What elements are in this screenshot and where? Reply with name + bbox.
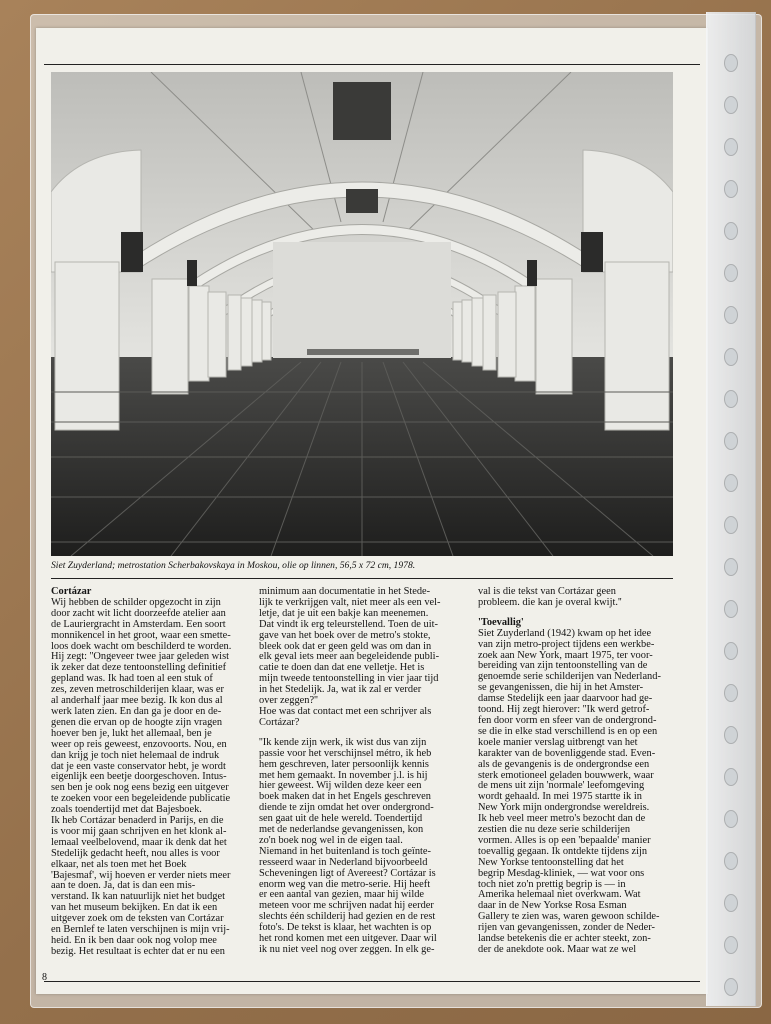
text-line: met hem gemaakt. In november j.l. is hij	[259, 769, 428, 781]
text-line: New York mijn ondergrondse wereldreis.	[478, 802, 650, 814]
text-line: van het museum bekijken. En dat ik een	[51, 902, 218, 914]
text-line: ik zeker dat deze tentoonstelling definitief	[51, 662, 227, 674]
text-column-1	[51, 587, 247, 958]
text-line: diende te zijn omdat het over ondergrond-	[259, 802, 434, 814]
text-line: zestien die nu deze serie schilderijen	[478, 824, 631, 836]
binder-hole	[724, 726, 738, 744]
text-line: New Yorkse tentoonstelling dat het	[478, 856, 624, 868]
binder-hole	[724, 306, 738, 324]
text-line: en Bernlef te laten verschijnen is mijn vrij-	[51, 924, 230, 936]
binder-hole-strip	[706, 12, 756, 1006]
text-line: enorm weg van die metro-serie. Hij heeft	[259, 878, 431, 890]
text-line: daar in de New Yorkse Rosa Esman	[478, 900, 627, 912]
text-line: met de nederlandse gevangenissen, kon	[259, 824, 424, 836]
text-line: de mens uit zijn 'normale' leefomgeving	[478, 780, 645, 792]
text-line: koele manier verslag uitbrengt van het	[478, 736, 638, 748]
top-rule	[44, 64, 700, 65]
text-line: zes, zeven metroschilderijen klaar, was er	[51, 684, 224, 696]
text-line: sen gaat uit de hele wereld. Toendertijd	[259, 813, 423, 825]
text-line: aan te doen. Ja, dat is dan een mis-	[51, 880, 196, 892]
text-line: zoals toendertijd met dat Bajesboek.	[51, 804, 202, 816]
text-line: Wij hebben de schilder opgezocht in zijn	[51, 596, 221, 608]
binder-hole	[724, 390, 738, 408]
text-line: toch niet zo'n prettig begrip is — in	[478, 878, 626, 890]
text-line: werk laten zien. En dan ga je door en de-	[51, 705, 222, 717]
text-line: loos doek wacht om beschilderd te worden.	[51, 640, 232, 652]
text-line: ''Ik kende zijn werk, ik wist dus van zijn	[259, 736, 427, 748]
text-line: zo'n boek nog wel in de eigen taal.	[259, 834, 403, 846]
text-line: rijen van gevangenissen, zonder de Neder-	[478, 922, 655, 934]
binder-hole	[724, 264, 738, 282]
text-line: passie voor het verschijnsel métro, ik heb	[259, 747, 432, 759]
text-line: zoek aan New York, maart 1975, ter voor-	[478, 649, 653, 661]
binder-hole	[724, 138, 738, 156]
binder-hole	[724, 558, 738, 576]
text-line: genoemde serie schilderijen van Nederland-	[478, 671, 661, 683]
photo-caption: Siet Zuyderland; metrostation Scherbakovskaya in Moskou, olie op linnen, 56,5 x 72 cm, 1978.	[51, 560, 416, 571]
binder-hole	[724, 810, 738, 828]
text-line: sen ben je ook nog eens bezig een uitgever	[51, 782, 229, 794]
text-line: in het Stedelijk. Ja, wat ik zal er verder	[259, 684, 422, 696]
text-line: Ik heb Cortázar benaderd in Parijs, en die	[51, 815, 224, 827]
text-line: mijn tweede tentoonstelling in vier jaar tijd	[259, 673, 439, 685]
text-line: eigenlijk een beetje doorgeschoven. Intus-	[51, 771, 227, 783]
text-line: van zijn metro-project tijdens een werkbe-	[478, 638, 655, 650]
text-line: ik nu niet veel nog over zeggen. In elk ge-	[259, 944, 435, 955]
text-line: dat je een vaste conservator hebt, je wordt	[51, 760, 226, 772]
text-line: wordt gehaald. In mei 1975 startte ik in	[478, 791, 642, 803]
text-line: over zeggen?''	[259, 695, 318, 707]
text-line: Niemand in het buitenland is toch geïnte-	[259, 845, 431, 857]
binder-hole	[724, 978, 738, 996]
text-line: Amerika helemaal niet overkwam. Wat	[478, 889, 641, 901]
text-line: monnikencel in het groot, waar een smette-	[51, 629, 231, 641]
text-line: elk geval iets meer aan begeleidende publi-	[259, 651, 440, 663]
text-line: gepland was. Ik had toen al een stuk of	[51, 673, 213, 685]
text-line: al anderhalf jaar mee bezig. Ik kon dus al	[51, 695, 223, 707]
text-line: heid. En ik ben daar ook nog volop mee	[51, 935, 217, 946]
text-line: letje, dat je uit een bakje kan meenemen.	[259, 607, 429, 619]
text-line: sterk emotioneel geladen bouwwerk, waar	[478, 769, 654, 781]
text-line: Scheveningen ligt of Avereest? Cortázar is	[259, 867, 436, 879]
text-line: verstand. Ik kan natuurlijk niet het budget	[51, 891, 225, 903]
text-line: catie te doen dan dat ene velletje. Het is	[259, 662, 425, 674]
text-line: er een aantal van gezien, maar hij wilde	[259, 889, 425, 901]
section-heading: 'Toevallig'	[478, 616, 524, 628]
text-line: karakter van de bovenliggende stad. Even-	[478, 747, 656, 759]
binder-hole	[724, 852, 738, 870]
text-line: toond. Hij zegt hierover: ''Ik werd getrof-	[478, 704, 650, 716]
text-line: hem geschreven, later persoonlijk kennis	[259, 758, 429, 770]
text-line: resseerd waar in Nederland bijvoorbeeld	[259, 856, 428, 868]
text-line: uitgever zoek om de teksten van Cortázar	[51, 913, 224, 925]
text-line: is voor mij gaan schrijven en het klonk al-	[51, 825, 227, 837]
text-line: 'Bajesmaf', wij hoeven er verder niets meer	[51, 869, 231, 881]
text-line: Stedelijk gedacht heeft, nou alles is voor	[51, 847, 220, 859]
binder-hole	[724, 180, 738, 198]
text-line: se die in elke stad verschillend is en op een	[478, 725, 658, 737]
text-column-3	[478, 587, 674, 956]
text-line: Hoe was dat contact met een schrijver als	[259, 705, 432, 717]
text-line: val is die tekst van Cortázar geen	[478, 586, 616, 597]
text-line: weer op reis geweest, enzovoorts. Nou, en	[51, 738, 227, 750]
binder-hole	[724, 642, 738, 660]
metro-station-painting-image	[51, 72, 673, 556]
binder-hole	[724, 348, 738, 366]
binder-hole	[724, 54, 738, 72]
text-line: slechts één schilderij had gezien en de rest	[259, 911, 436, 923]
text-line: damse Stedelijk een jaar daarvoor had ge-	[478, 693, 653, 705]
text-line: te zoeken voor een begeleidende publicatie	[51, 793, 231, 805]
binder-hole	[724, 936, 738, 954]
text-line: probleem. die kan je overal kwijt.''	[478, 596, 622, 608]
binder-hole	[724, 516, 738, 534]
binder-hole	[724, 432, 738, 450]
text-line: elkaar, net als toen met het Boek	[51, 858, 187, 870]
binder-hole	[724, 222, 738, 240]
text-line: Cortázar?	[259, 716, 300, 728]
text-line: Siet Zuyderland (1942) kwam op het idee	[478, 627, 652, 639]
text-line: bleek ook dat er geen geld was om dan in	[259, 640, 432, 652]
text-line: Dat vindt ik erg teleurstellend. Toen de uit-	[259, 618, 438, 630]
text-column-2	[259, 587, 455, 956]
text-line: se gevangenissen, die hij in het Amster-	[478, 682, 644, 694]
text-line: de Lauriergracht in Amsterdam. Een soort	[51, 618, 226, 630]
text-line: vormen. Alles is op een 'bepaalde' manier	[478, 834, 651, 846]
binder-hole	[724, 684, 738, 702]
text-line: der de anekdote ook. Maar wat ze wel	[478, 944, 637, 955]
binder-hole	[724, 600, 738, 618]
binder-hole	[724, 96, 738, 114]
text-line: het rond komen met een uitgever. Daar wil	[259, 933, 437, 945]
painting-metro-station	[51, 72, 673, 556]
text-line: Ik heb veel meer metro's bezocht dan de	[478, 813, 646, 825]
text-line: als de gevangenis is de ondergrondse een	[478, 758, 650, 770]
text-line: hoever ben je, lukt het allemaal, ben je	[51, 727, 212, 739]
text-line: genen die ervan op de hoogte zijn vragen	[51, 716, 223, 728]
text-line: foto's. De tekst is klaar, het wachten is op	[259, 922, 432, 934]
text-line: bereiding van zijn tentoonstelling van de	[478, 660, 648, 672]
binder-hole	[724, 768, 738, 786]
text-line: gave van het boek over de metro's stokte,	[259, 629, 431, 641]
text-line: boek maken dat in het Engels geschreven	[259, 791, 431, 803]
text-line: toevallig gegaan. Ik ontdekte tijdens zijn	[478, 845, 648, 857]
text-line: lemaal veelbelovend, maar ik denk dat het	[51, 836, 227, 848]
text-line: door zacht wit licht doorzeefde atelier aan	[51, 607, 226, 619]
text-line: landse betekenis die er achter steekt, zon-	[478, 933, 651, 945]
page-number: 8	[42, 972, 47, 983]
text-line: Gallery te zien was, waren gewoon schilde-	[478, 911, 660, 923]
text-line: fen door vorm en sfeer van de ondergrond-	[478, 714, 657, 726]
text-line: meteen voor me schrijven nadat hij eerder	[259, 900, 434, 912]
text-line: hier geweest. Wij wilden deze keer een	[259, 780, 422, 792]
text-line: minimum aan documentatie in het Stede-	[259, 586, 431, 597]
caption-rule	[51, 578, 673, 579]
section-heading: Cortázar	[51, 586, 92, 597]
binder-hole	[724, 894, 738, 912]
text-line: begrip Mesdag-kliniek, — wat voor ons	[478, 867, 645, 879]
binder-hole	[724, 474, 738, 492]
bottom-rule	[44, 981, 700, 982]
text-line: bezig. Het resultaat is echter dat er nu een	[51, 945, 225, 957]
text-line: lijk te verkrijgen valt, niet meer als een vel-	[259, 596, 441, 608]
text-line: Hij zegt: ''Ongeveer twee jaar geleden wist	[51, 651, 230, 663]
text-line: dan krijg je toch niet helemaal de indruk	[51, 749, 220, 761]
